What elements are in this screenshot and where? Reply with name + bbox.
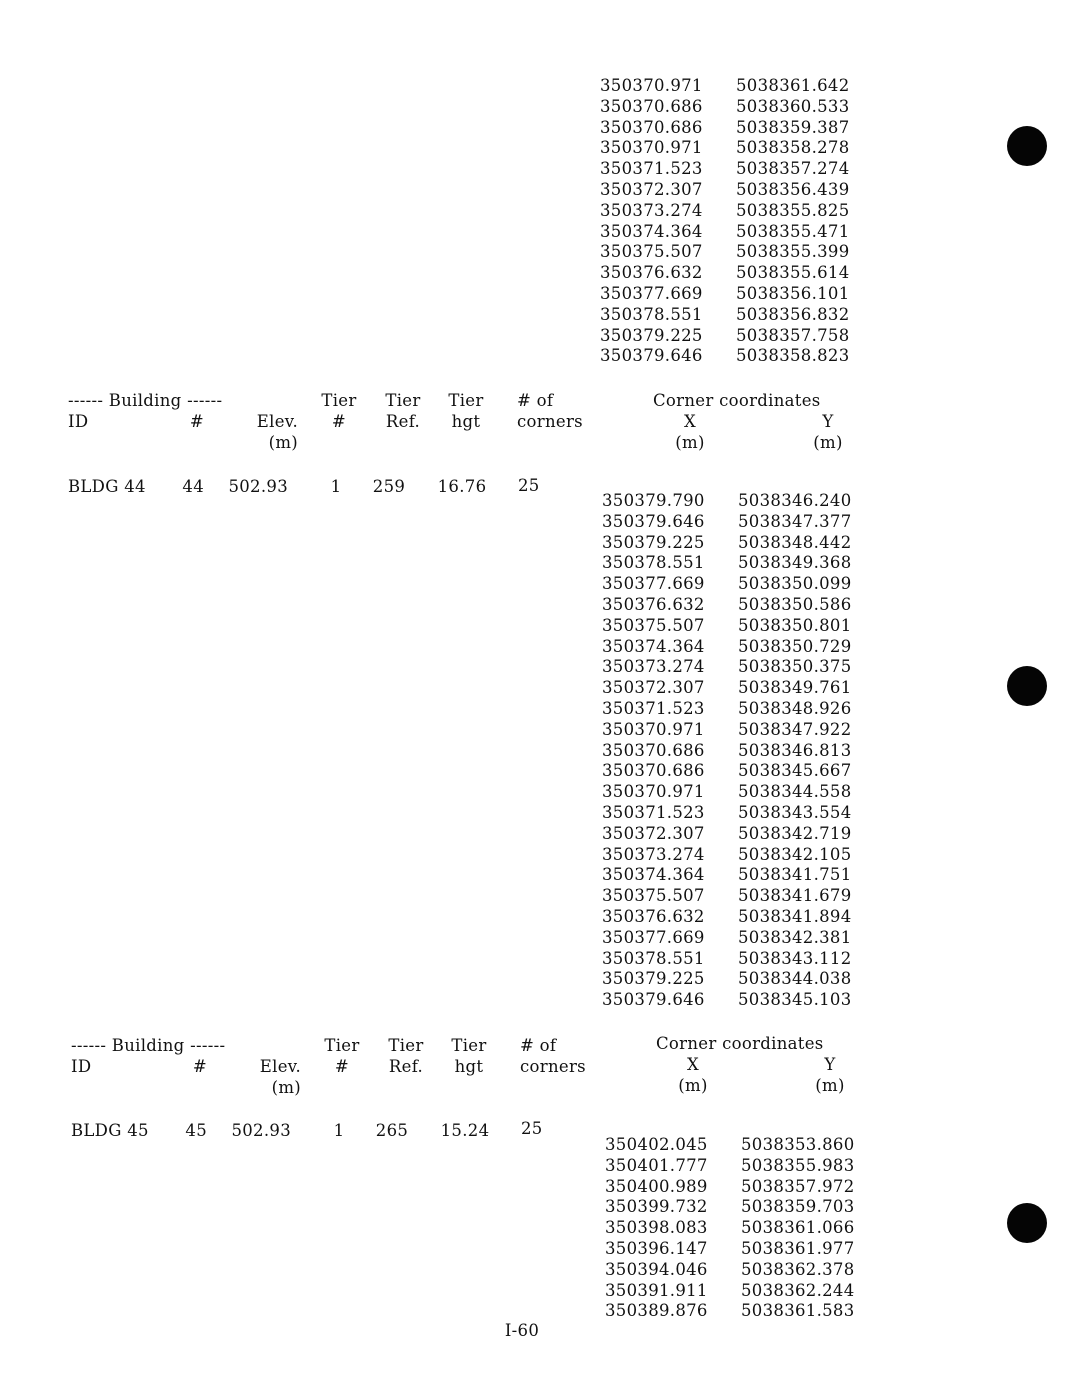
tier-height-header-1: Tier: [448, 391, 484, 410]
tier-number-header-1: Tier: [321, 391, 357, 410]
corners-header-2: corners: [520, 1057, 586, 1076]
y-coordinate: 5038359.703: [741, 1197, 855, 1217]
y-coordinate: 5038343.112: [738, 948, 852, 968]
tier-height-header-2: hgt: [451, 412, 481, 431]
y-coordinate: 5038344.038: [738, 969, 852, 989]
y-header: Y: [824, 1055, 836, 1074]
y-coordinate: 5038361.642: [736, 76, 850, 95]
y-coordinate: 5038358.823: [736, 346, 850, 366]
tier-ref-header-1: Tier: [385, 391, 421, 410]
tier-height-header-2: hgt: [454, 1057, 484, 1076]
corner-count: 25: [518, 476, 540, 495]
y-coordinate: 5038356.101: [736, 283, 850, 303]
y-coordinate: 5038341.751: [738, 865, 852, 885]
building-number: 45: [185, 1121, 207, 1140]
x-coordinate: 350375.507: [600, 242, 703, 262]
y-coordinate: 5038348.926: [738, 698, 852, 718]
y-coordinate: 5038357.758: [736, 325, 850, 345]
y-coordinate: 5038342.105: [738, 844, 852, 864]
x-coordinate: 350378.551: [602, 553, 705, 573]
x-coordinate: 350376.632: [602, 594, 705, 614]
x-coordinate: 350372.307: [600, 179, 703, 199]
corners-header-1: # of: [517, 391, 554, 410]
tier-ref: 259: [372, 477, 406, 496]
y-coordinate: 5038362.244: [741, 1280, 855, 1300]
tier-ref-header-2: Ref.: [385, 412, 421, 431]
x-coordinate: 350391.911: [605, 1280, 708, 1300]
x-coordinate: 350370.971: [602, 782, 705, 802]
punch-hole-middle: [1007, 666, 1047, 706]
y-coordinate: 5038358.278: [736, 138, 850, 158]
punch-hole-bottom: [1007, 1203, 1047, 1243]
x-coordinate: 350389.876: [605, 1301, 708, 1321]
y-coordinate: 5038350.729: [738, 636, 852, 656]
y-coordinate: 5038350.586: [738, 594, 852, 614]
x-unit: (m): [678, 1076, 708, 1095]
number-header: #: [192, 1057, 207, 1076]
x-coordinate: 350374.364: [602, 636, 705, 656]
x-coordinate: 350401.777: [605, 1155, 708, 1175]
x-coordinate: 350373.274: [602, 844, 705, 864]
y-coordinate: 5038355.825: [736, 200, 850, 220]
x-header: X: [686, 1055, 700, 1074]
x-coordinate: 350374.364: [602, 865, 705, 885]
y-coordinate: 5038348.442: [738, 532, 852, 552]
x-coordinate: 350398.083: [605, 1218, 708, 1238]
x-coordinate: 350379.225: [602, 532, 705, 552]
x-coordinate: 350372.307: [602, 823, 705, 843]
tier-number-header-1: Tier: [324, 1036, 360, 1055]
x-coordinate: 350375.507: [602, 886, 705, 906]
y-coordinate: 5038346.240: [738, 491, 852, 510]
y-coordinate: 5038361.066: [741, 1218, 855, 1238]
y-coordinate: 5038347.922: [738, 719, 852, 739]
y-coordinate: 5038346.813: [738, 740, 852, 760]
x-coordinate: 350370.686: [602, 740, 705, 760]
x-coordinate: 350378.551: [600, 304, 703, 324]
x-coordinate: 350377.669: [600, 283, 703, 303]
x-coordinate: 350399.732: [605, 1197, 708, 1217]
y-coordinate: 5038345.667: [738, 761, 852, 781]
x-coordinate: 350370.971: [600, 76, 703, 95]
tier-number-header-2: #: [331, 412, 347, 431]
elevation-header: Elev.: [256, 412, 298, 431]
y-coordinate: 5038361.583: [741, 1301, 855, 1321]
y-unit: (m): [815, 1076, 845, 1095]
y-coordinate: 5038350.801: [738, 615, 852, 635]
tier-number-header-2: #: [334, 1057, 350, 1076]
x-coordinate: 350371.523: [602, 802, 705, 822]
building-group-header: ------ Building ------: [71, 1036, 226, 1055]
punch-hole-top: [1007, 126, 1047, 166]
y-coordinate: 5038349.761: [738, 678, 852, 698]
y-coordinate: 5038356.439: [736, 179, 850, 199]
x-coordinate: 350371.523: [600, 159, 703, 179]
y-coordinate: 5038350.375: [738, 657, 852, 677]
id-header: ID: [71, 1057, 92, 1076]
x-coordinate: 350396.147: [605, 1238, 708, 1258]
x-coordinate: 350372.307: [602, 678, 705, 698]
x-coordinate: 350379.646: [600, 346, 703, 366]
x-coordinate: 350394.046: [605, 1259, 708, 1279]
building-id: BLDG 44: [68, 477, 146, 496]
x-coordinate: 350370.686: [600, 96, 703, 116]
building-number: 44: [182, 477, 204, 496]
y-coordinate: 5038357.274: [736, 159, 850, 179]
y-coordinate: 5038355.983: [741, 1155, 855, 1175]
tier-ref: 265: [375, 1121, 409, 1140]
corner-coordinates-header: Corner coordinates: [653, 391, 821, 410]
x-coordinate: 350379.790: [602, 491, 705, 510]
tier-height-header-1: Tier: [451, 1036, 487, 1055]
x-coordinate: 350377.669: [602, 927, 705, 947]
y-coordinate: 5038341.679: [738, 886, 852, 906]
y-coordinate: 5038356.832: [736, 304, 850, 324]
x-coordinate: 350371.523: [602, 698, 705, 718]
x-coordinate: 350376.632: [602, 906, 705, 926]
y-unit: (m): [813, 433, 843, 452]
corner-count: 25: [521, 1119, 543, 1138]
x-coordinate: 350370.686: [602, 761, 705, 781]
number-header: #: [189, 412, 204, 431]
tier-number: 1: [330, 477, 342, 496]
x-coordinate: 350375.507: [602, 615, 705, 635]
y-coordinate: 5038355.471: [736, 221, 850, 241]
y-coordinate: 5038341.894: [738, 906, 852, 926]
x-coordinate: 350379.646: [602, 511, 705, 531]
elevation-unit: (m): [268, 433, 298, 452]
corners-header-1: # of: [520, 1036, 557, 1055]
y-coordinate: 5038344.558: [738, 782, 852, 802]
y-coordinate: 5038359.387: [736, 117, 850, 137]
y-coordinate: 5038361.977: [741, 1238, 855, 1258]
x-coordinate: 350400.989: [605, 1176, 708, 1196]
tier-height: 15.24: [440, 1121, 490, 1140]
y-coordinate: 5038349.368: [738, 553, 852, 573]
y-coordinate: 5038355.399: [736, 242, 850, 262]
building-elevation: 502.93: [228, 477, 288, 496]
x-coordinate: 350370.971: [602, 719, 705, 739]
building-elevation: 502.93: [231, 1121, 291, 1140]
x-coordinate: 350377.669: [602, 574, 705, 594]
elevation-header: Elev.: [259, 1057, 301, 1076]
tier-height: 16.76: [437, 477, 487, 496]
y-coordinate: 5038350.099: [738, 574, 852, 594]
corners-header-2: corners: [517, 412, 583, 431]
x-coordinate: 350379.646: [602, 990, 705, 1010]
id-header: ID: [68, 412, 89, 431]
y-coordinate: 5038357.972: [741, 1176, 855, 1196]
building-group-header: ------ Building ------: [68, 391, 223, 410]
x-coordinate: 350378.551: [602, 948, 705, 968]
tier-ref-header-2: Ref.: [388, 1057, 424, 1076]
x-unit: (m): [675, 433, 705, 452]
elevation-unit: (m): [271, 1078, 301, 1097]
page-number: I-60: [504, 1321, 540, 1340]
y-coordinate: 5038347.377: [738, 511, 852, 531]
x-coordinate: 350373.274: [602, 657, 705, 677]
x-coordinate: 350376.632: [600, 263, 703, 283]
x-coordinate: 350379.225: [602, 969, 705, 989]
tier-ref-header-1: Tier: [388, 1036, 424, 1055]
y-coordinate: 5038355.614: [736, 263, 850, 283]
y-coordinate: 5038345.103: [738, 990, 852, 1010]
y-coordinate: 5038360.533: [736, 96, 850, 116]
y-coordinate: 5038362.378: [741, 1259, 855, 1279]
y-coordinate: 5038353.860: [741, 1135, 855, 1154]
x-header: X: [683, 412, 697, 431]
x-coordinate: 350370.971: [600, 138, 703, 158]
y-header: Y: [822, 412, 834, 431]
tier-number: 1: [333, 1121, 345, 1140]
corner-coordinates-header: Corner coordinates: [656, 1034, 824, 1053]
x-coordinate: 350379.225: [600, 325, 703, 345]
y-coordinate: 5038343.554: [738, 802, 852, 822]
y-coordinate: 5038342.381: [738, 927, 852, 947]
y-coordinate: 5038342.719: [738, 823, 852, 843]
x-coordinate: 350374.364: [600, 221, 703, 241]
x-coordinate: 350370.686: [600, 117, 703, 137]
x-coordinate: 350402.045: [605, 1135, 708, 1154]
x-coordinate: 350373.274: [600, 200, 703, 220]
building-id: BLDG 45: [71, 1121, 149, 1140]
